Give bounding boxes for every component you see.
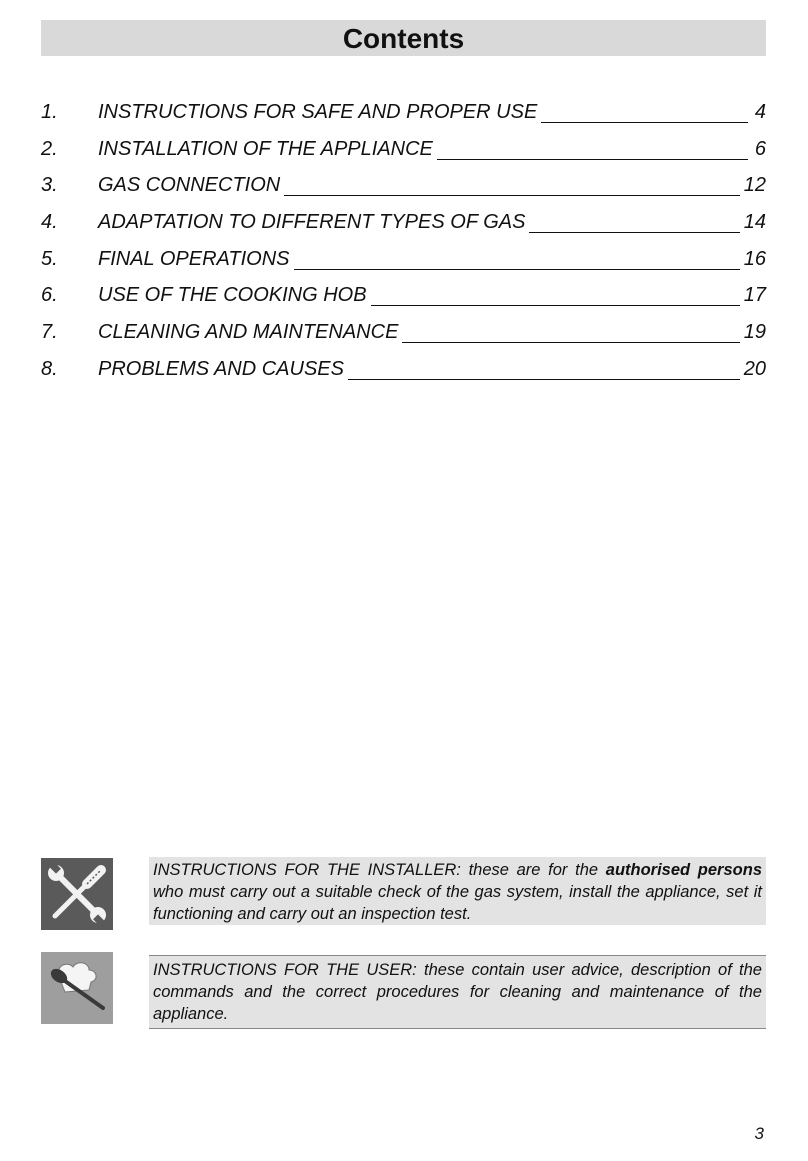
toc-entry[interactable] [41, 94, 766, 131]
toc-label: FINAL OPERATIONS [98, 247, 290, 270]
toc-page: 14 [743, 210, 766, 233]
toc-leader [529, 232, 739, 233]
installer-note [149, 857, 766, 925]
toc-entry[interactable] [41, 204, 766, 241]
installer-note-bold: authorised persons [605, 861, 762, 879]
toc-number: 8. [41, 357, 58, 380]
installer-note-text-after: who must carry out a suitable check of the gas system, install the appliance, set it functioning and carry out an inspection test. [153, 883, 762, 923]
toc-number: 7. [41, 320, 58, 343]
toc-page: 19 [743, 320, 766, 343]
toc-entry[interactable] [41, 277, 766, 314]
toc-number: 6. [41, 284, 58, 307]
toc-entry[interactable] [41, 314, 766, 351]
toc-page: 6 [754, 137, 766, 160]
toc-leader [437, 159, 748, 160]
toc-leader [541, 122, 748, 123]
toc-label: INSTRUCTIONS FOR SAFE AND PROPER USE [98, 100, 538, 123]
toc-page: 20 [743, 357, 766, 380]
toc-number: 1. [41, 100, 58, 123]
toc-number: 5. [41, 247, 58, 270]
toc-page: 16 [743, 247, 766, 270]
title-bar [41, 20, 766, 56]
toc-label: CLEANING AND MAINTENANCE [98, 320, 399, 343]
toc-label: PROBLEMS AND CAUSES [98, 357, 344, 380]
toc-leader [402, 342, 739, 343]
toc-leader [348, 379, 740, 380]
page-number: 3 [754, 1124, 764, 1143]
wrench-screwdriver-icon [41, 858, 113, 930]
table-of-contents [41, 94, 766, 388]
toc-entry[interactable] [41, 241, 766, 278]
user-note: INSTRUCTIONS FOR THE USER: these contain user advice, description of the commands and the correct procedures for cleaning and maintenance of the appliance. [149, 955, 766, 1029]
toc-label: INSTALLATION OF THE APPLIANCE [98, 137, 433, 160]
toc-entry[interactable] [41, 351, 766, 388]
toc-number: 3. [41, 174, 58, 197]
spoon-chef-hat-icon [41, 952, 113, 1024]
toc-page: 4 [754, 100, 766, 123]
toc-number: 2. [41, 137, 58, 160]
toc-entry[interactable] [41, 167, 766, 204]
toc-label: GAS CONNECTION [98, 174, 281, 197]
toc-label: ADAPTATION TO DIFFERENT TYPES OF GAS [98, 210, 526, 233]
toc-number: 4. [41, 210, 58, 233]
page-title: Contents [342, 23, 465, 54]
toc-entry[interactable] [41, 131, 766, 168]
toc-label: USE OF THE COOKING HOB [98, 284, 367, 307]
toc-page: 12 [743, 174, 766, 197]
toc-leader [284, 195, 740, 196]
installer-note-text: INSTRUCTIONS FOR THE INSTALLER: these are for the [153, 861, 606, 879]
toc-leader [294, 269, 740, 270]
toc-page: 17 [743, 284, 766, 307]
toc-leader [371, 305, 740, 306]
